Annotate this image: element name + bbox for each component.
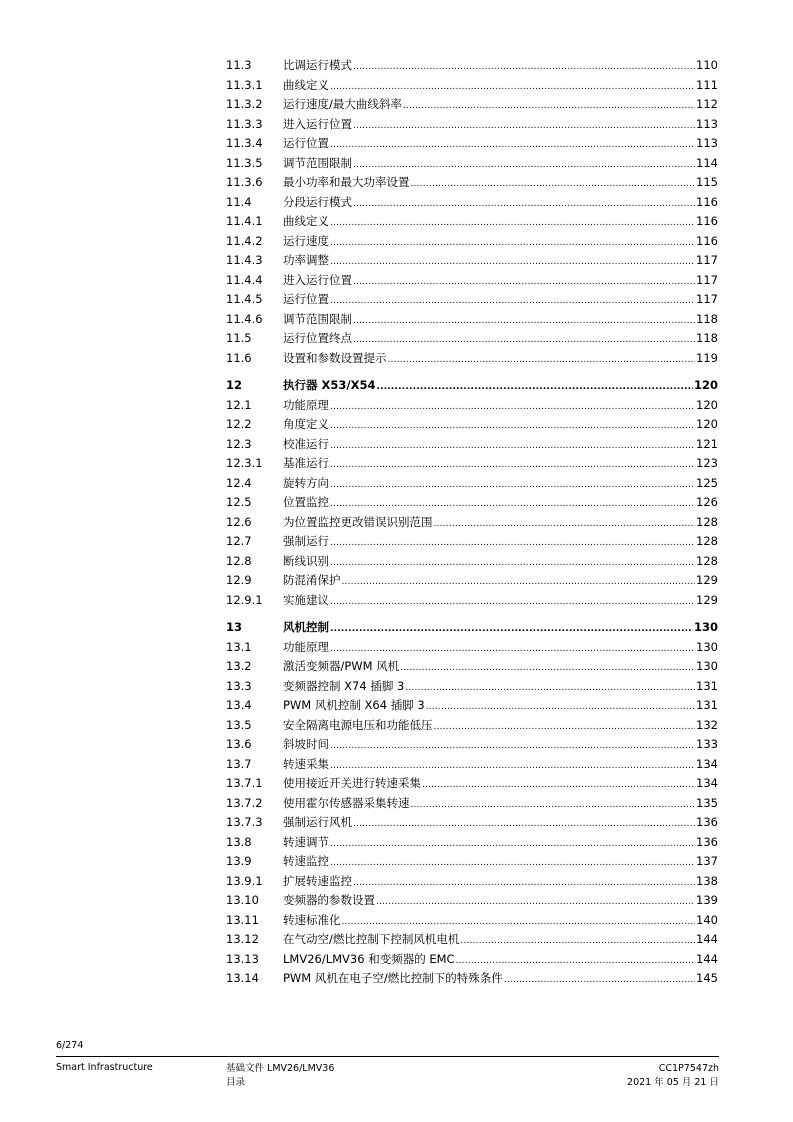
toc-entry-title: 断线识别 [283, 553, 329, 568]
toc-entry-title: 扩展转速监控 [283, 873, 352, 888]
toc-entry-number: 13.14 [226, 971, 259, 985]
toc-entry-title: 进入运行位置 [283, 272, 352, 287]
toc-entry-page: 130 [696, 639, 718, 654]
toc-entry-number: 12.6 [226, 514, 252, 529]
table-of-contents [226, 56, 718, 989]
toc-entry-page: 113 [696, 136, 718, 150]
toc-entry-number: 12.8 [226, 553, 252, 568]
toc-entry-page: 144 [696, 951, 718, 966]
toc-entry-page: 132 [696, 717, 718, 732]
dot-leader [504, 971, 695, 991]
toc-entry-page: 140 [696, 912, 718, 927]
toc-entry-page: 128 [696, 534, 718, 548]
page-number: 6/274 [56, 1040, 84, 1051]
toc-entry-page: 115 [696, 175, 718, 189]
toc-entry-number: 13.4 [226, 698, 252, 712]
toc-entry-page: 128 [696, 514, 718, 529]
toc-entry-number: 11.5 [226, 331, 252, 345]
dot-leader [330, 136, 695, 156]
toc-entry-number: 12 [226, 378, 243, 392]
dot-leader [422, 776, 695, 796]
footer-doc-title: 基础文件 LMV26/LMV36 [226, 1063, 335, 1074]
dot-leader [330, 456, 695, 476]
dot-leader [330, 854, 695, 874]
toc-entry-number: 12.3 [226, 436, 252, 451]
toc-entry-title: 最小功率和最大功率设置 [283, 175, 410, 189]
toc-entry-page: 118 [696, 311, 718, 326]
toc-entry-page: 112 [696, 97, 718, 111]
dot-leader [434, 515, 696, 535]
toc-entry-page: 111 [696, 77, 718, 92]
toc-entry-title: LMV26/LMV36 和变频器的 EMC [283, 951, 455, 966]
toc-entry-title: 变频器的参数设置 [283, 893, 375, 907]
dot-leader [330, 398, 695, 418]
dot-leader [330, 214, 695, 234]
toc-chapter-entry[interactable] [226, 376, 718, 396]
toc-entry-page: 137 [696, 854, 718, 868]
toc-entry-page: 116 [696, 214, 718, 228]
toc-entry-number: 13.9 [226, 854, 252, 868]
toc-entry-number: 11.3.4 [226, 136, 263, 150]
toc-entry-title: 使用接近开关进行转速采集 [283, 776, 421, 790]
toc-entry-number: 12.3.1 [226, 456, 263, 470]
toc-entry[interactable] [226, 716, 718, 736]
toc-entry-number: 11.4.6 [226, 311, 263, 326]
dot-leader [411, 175, 696, 195]
toc-entry-title: 在气动空/燃比控制下控制风机电机 [283, 932, 460, 946]
toc-entry-number: 13.7 [226, 756, 252, 771]
toc-entry[interactable] [226, 115, 718, 135]
toc-entry-number: 13.13 [226, 951, 259, 966]
toc-entry[interactable] [226, 76, 718, 96]
toc-entry-page: 119 [696, 350, 718, 365]
toc-entry-title: 功率调整 [283, 253, 329, 267]
toc-entry-number: 13.8 [226, 834, 252, 849]
toc-entry[interactable] [226, 774, 718, 794]
toc-entry-number: 11.3.3 [226, 116, 263, 131]
toc-entry[interactable] [226, 833, 718, 853]
toc-entry-page: 116 [696, 194, 718, 209]
dot-leader [411, 796, 696, 816]
toc-entry-number: 12.7 [226, 534, 252, 548]
toc-entry-title: 执行器 X53/X54 [283, 378, 376, 392]
dot-leader [330, 534, 695, 554]
toc-entry-number: 11.4.4 [226, 272, 263, 287]
toc-entry[interactable] [226, 571, 718, 591]
toc-entry[interactable] [226, 493, 718, 513]
toc-entry[interactable] [226, 657, 718, 677]
toc-entry-page: 128 [696, 553, 718, 568]
toc-entry-title: 分段运行模式 [283, 194, 352, 209]
toc-entry[interactable] [226, 930, 718, 950]
toc-entry[interactable] [226, 532, 718, 552]
dot-leader [460, 932, 695, 952]
toc-entry[interactable] [226, 813, 718, 833]
toc-entry-page: 113 [696, 116, 718, 131]
toc-entry-number: 12.9 [226, 573, 252, 587]
toc-entry-title: 转速采集 [283, 756, 329, 771]
toc-entry-page: 129 [696, 573, 718, 587]
dot-leader [330, 437, 695, 457]
toc-entry-page: 110 [696, 58, 718, 72]
dot-leader [330, 554, 695, 574]
dot-leader [330, 292, 695, 312]
toc-entry-page: 130 [696, 659, 718, 673]
toc-entry-title: 安全隔离电源电压和功能低压 [283, 717, 433, 732]
toc-entry-title: 调节范围限制 [283, 155, 352, 170]
dot-leader [376, 893, 695, 913]
toc-entry-number: 13.12 [226, 932, 259, 946]
toc-entry-title: 风机控制 [283, 620, 329, 634]
dot-leader [330, 417, 695, 437]
dot-leader [388, 351, 696, 371]
toc-entry-title: 转速监控 [283, 854, 329, 868]
toc-entry-number: 12.9.1 [226, 592, 263, 607]
toc-entry[interactable] [226, 872, 718, 892]
toc-entry[interactable] [226, 969, 718, 989]
toc-entry[interactable] [226, 891, 718, 911]
toc-entry-title: 实施建议 [283, 592, 329, 607]
toc-entry-number: 13.9.1 [226, 873, 263, 888]
footer-reference [627, 1062, 719, 1090]
dot-leader [353, 312, 695, 332]
toc-entry[interactable] [226, 591, 718, 611]
footer-divider [56, 1056, 719, 1057]
toc-entry-page: 134 [696, 776, 718, 790]
dot-leader [353, 58, 695, 78]
toc-entry[interactable] [226, 755, 718, 775]
dot-leader [330, 234, 695, 254]
toc-entry-title: PWM 风机在电子空/燃比控制下的特殊条件 [283, 971, 503, 985]
toc-entry-title: 进入运行位置 [283, 116, 352, 131]
toc-entry[interactable] [226, 271, 718, 291]
dot-leader [330, 835, 695, 855]
toc-entry-page: 129 [696, 592, 718, 607]
toc-entry[interactable] [226, 735, 718, 755]
toc-entry-number: 13.11 [226, 912, 259, 927]
toc-entry[interactable] [226, 329, 718, 349]
toc-entry-title: 运行速度/最大曲线斜率 [283, 97, 402, 111]
toc-entry[interactable] [226, 310, 718, 330]
toc-entry-number: 13.7.1 [226, 776, 263, 790]
toc-entry-number: 13.3 [226, 678, 252, 693]
dot-leader [353, 117, 695, 137]
toc-entry[interactable] [226, 677, 718, 697]
toc-entry[interactable] [226, 552, 718, 572]
toc-entry-title: 强制运行风机 [283, 815, 352, 829]
toc-entry-page: 130 [693, 620, 718, 634]
toc-entry-title: 校准运行 [283, 436, 329, 451]
toc-entry-number: 11.4.5 [226, 292, 263, 306]
toc-entry[interactable] [226, 435, 718, 455]
toc-entry-title: PWM 风机控制 X64 插脚 3 [283, 698, 425, 712]
footer-date: 2021 年 05 月 21 日 [627, 1077, 719, 1088]
toc-entry-number: 11.3.6 [226, 175, 263, 189]
toc-entry-page: 123 [696, 456, 718, 470]
dot-leader [330, 253, 695, 273]
toc-entry-page: 125 [696, 475, 718, 490]
dot-leader [330, 737, 695, 757]
footer-company: Smart Infrastructure [56, 1062, 153, 1073]
toc-entry-title: 旋转方向 [283, 475, 329, 490]
toc-entry[interactable] [226, 349, 718, 369]
toc-entry-number: 11.3.2 [226, 97, 263, 111]
toc-entry-page: 136 [696, 815, 718, 829]
dot-leader [426, 698, 695, 718]
toc-entry-title: 角度定义 [283, 417, 329, 431]
dot-leader [434, 718, 696, 738]
toc-entry-title: 功能原理 [283, 639, 329, 654]
toc-entry-page: 131 [696, 678, 718, 693]
toc-entry-page: 120 [696, 417, 718, 431]
toc-entry-number: 12.1 [226, 397, 252, 412]
toc-entry-number: 13.1 [226, 639, 252, 654]
toc-entry-page: 117 [696, 292, 718, 306]
toc-entry[interactable] [226, 232, 718, 252]
dot-leader [405, 679, 695, 699]
toc-entry[interactable] [226, 513, 718, 533]
toc-entry-page: 120 [693, 378, 718, 392]
toc-entry[interactable] [226, 212, 718, 232]
toc-entry[interactable] [226, 251, 718, 271]
dot-leader [330, 620, 693, 640]
toc-entry-page: 121 [696, 436, 718, 451]
toc-entry-title: 激活变频器/PWM 风机 [283, 659, 400, 673]
toc-entry-number: 13.7.2 [226, 795, 263, 810]
toc-entry-title: 转速调节 [283, 834, 329, 849]
dot-leader [400, 659, 695, 679]
toc-entry-page: 116 [696, 233, 718, 248]
toc-entry-page: 139 [696, 893, 718, 907]
toc-entry-title: 运行速度 [283, 233, 329, 248]
toc-entry-number: 11.3.1 [226, 77, 263, 92]
toc-entry[interactable] [226, 396, 718, 416]
toc-entry-title: 比调运行模式 [283, 58, 352, 72]
toc-entry-number: 13.7.3 [226, 815, 263, 829]
toc-entry-page: 144 [696, 932, 718, 946]
toc-entry-page: 114 [696, 155, 718, 170]
toc-entry-page: 118 [696, 331, 718, 345]
toc-entry[interactable] [226, 173, 718, 193]
toc-entry-number: 13.10 [226, 893, 259, 907]
toc-entry-number: 11.4.1 [226, 214, 263, 228]
toc-entry-title: 基准运行 [283, 456, 329, 470]
toc-entry-title: 斜坡时间 [283, 737, 329, 751]
dot-leader [353, 195, 695, 215]
toc-entry-title: 曲线定义 [283, 214, 329, 228]
toc-entry-title: 运行位置 [283, 136, 329, 150]
toc-entry-page: 136 [696, 834, 718, 849]
footer-section: 目录 [226, 1077, 246, 1088]
toc-entry-number: 11.3.5 [226, 155, 263, 170]
toc-entry[interactable] [226, 852, 718, 872]
toc-entry[interactable] [226, 415, 718, 435]
toc-entry-title: 转速标准化 [283, 912, 341, 927]
toc-entry-number: 11.4.3 [226, 253, 263, 267]
toc-entry[interactable] [226, 454, 718, 474]
toc-entry-page: 117 [696, 272, 718, 287]
toc-entry-page: 117 [696, 253, 718, 267]
dot-leader [403, 97, 695, 117]
toc-entry[interactable] [226, 95, 718, 115]
toc-chapter-entry[interactable] [226, 618, 718, 638]
dot-leader [353, 273, 695, 293]
toc-entry-page: 126 [696, 495, 718, 509]
footer-doc-code: CC1P7547zh [658, 1063, 719, 1074]
toc-entry[interactable] [226, 290, 718, 310]
dot-leader [353, 815, 695, 835]
toc-entry-title: 为位置监控更改错误识别范围 [283, 514, 433, 529]
toc-entry-title: 使用霍尔传感器采集转速 [283, 795, 410, 810]
toc-entry-number: 13.6 [226, 737, 252, 751]
toc-entry-title: 功能原理 [283, 397, 329, 412]
toc-entry-title: 调节范围限制 [283, 311, 352, 326]
toc-entry-title: 防混淆保护 [283, 573, 341, 587]
toc-entry-title: 变频器控制 X74 插脚 3 [283, 678, 405, 693]
toc-entry-number: 13 [226, 620, 243, 634]
toc-entry-title: 曲线定义 [283, 77, 329, 92]
toc-entry[interactable] [226, 56, 718, 76]
toc-entry-title: 运行位置 [283, 292, 329, 306]
toc-entry[interactable] [226, 794, 718, 814]
toc-entry-number: 13.5 [226, 717, 252, 732]
dot-leader [330, 593, 695, 613]
toc-entry-page: 135 [696, 795, 718, 810]
dot-leader [342, 573, 696, 593]
toc-entry-title: 设置和参数设置提示 [283, 350, 387, 365]
toc-entry-page: 120 [696, 397, 718, 412]
toc-entry-page: 134 [696, 756, 718, 771]
dot-leader [376, 378, 693, 398]
toc-entry-number: 11.4.2 [226, 233, 263, 248]
toc-entry-number: 12.2 [226, 417, 252, 431]
toc-entry[interactable] [226, 638, 718, 658]
toc-entry-page: 131 [696, 698, 718, 712]
toc-entry-number: 13.2 [226, 659, 252, 673]
toc-entry[interactable] [226, 474, 718, 494]
toc-entry-page: 133 [696, 737, 718, 751]
toc-entry-number: 11.4 [226, 194, 252, 209]
toc-entry-page: 145 [696, 971, 718, 985]
toc-entry-title: 强制运行 [283, 534, 329, 548]
toc-entry-number: 11.3 [226, 58, 252, 72]
toc-entry[interactable] [226, 154, 718, 174]
toc-entry-number: 11.6 [226, 350, 252, 365]
toc-entry[interactable] [226, 911, 718, 931]
toc-entry[interactable] [226, 950, 718, 970]
dot-leader [353, 874, 695, 894]
toc-entry-title: 运行位置终点 [283, 331, 352, 345]
dot-leader [353, 331, 695, 351]
toc-entry[interactable] [226, 134, 718, 154]
toc-entry-number: 12.5 [226, 495, 252, 509]
toc-entry-title: 位置监控 [283, 495, 329, 509]
toc-entry[interactable] [226, 696, 718, 716]
dot-leader [330, 476, 695, 496]
toc-entry-page: 138 [696, 873, 718, 888]
toc-entry[interactable] [226, 193, 718, 213]
toc-entry-number: 12.4 [226, 475, 252, 490]
footer-document-info [226, 1062, 334, 1090]
